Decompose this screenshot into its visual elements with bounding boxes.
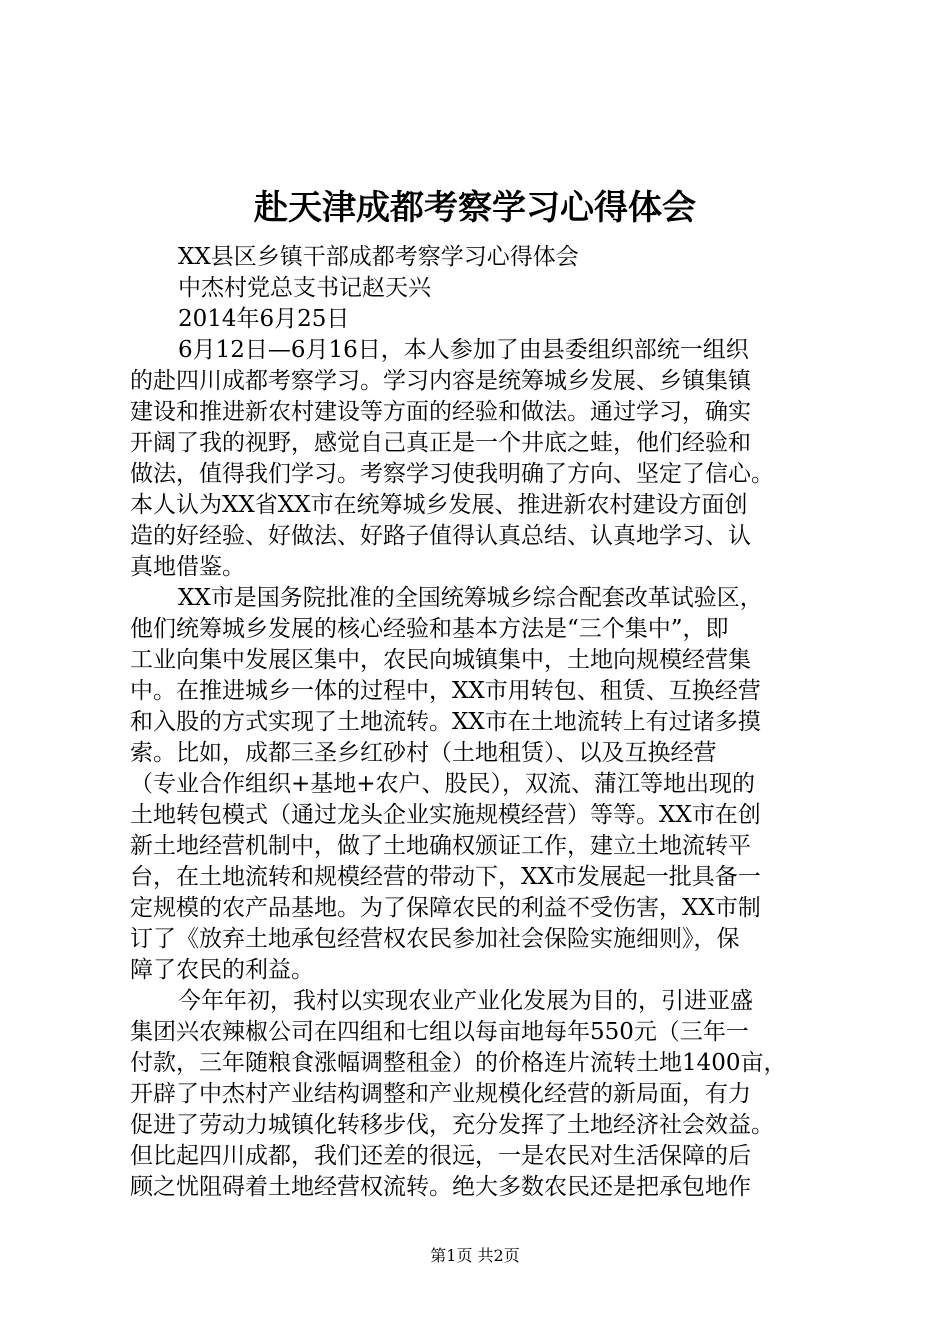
text-line: 付款，三年随粮食涨幅调整租金）的价格连片流转土地1400亩， xyxy=(130,1050,787,1076)
document-title: 赴天津成都考察学习心得体会 xyxy=(254,188,696,228)
text-line: 索。比如，成都三圣乡红砂村（土地租赁）、以及互换经营 xyxy=(130,740,717,766)
text-line: （专业合作组织+基地+农户、股民），双流、蒲江等地出现的 xyxy=(130,771,756,797)
text-line: 顾之忧阻碍着土地经营权流转。绝大多数农民还是把承包地作 xyxy=(130,1174,751,1200)
text-line: 中。在推进城乡一体的过程中，XX市用转包、租赁、互换经营 xyxy=(130,678,761,704)
text-line: 本人认为XX省XX市在统筹城乡发展、推进新农村建设方面创 xyxy=(130,492,748,518)
text-line: 新土地经营机制中，做了土地确权颁证工作，建立土地流转平 xyxy=(130,833,751,859)
text-line: 造的好经验、好做法、好路子值得认真总结、认真地学习、认 xyxy=(130,523,751,549)
text-line: 工业向集中发展区集中，农民向城镇集中，土地向规模经营集 xyxy=(130,647,751,673)
text-line: 土地转包模式（通过龙头企业实施规模经营）等等。XX市在创 xyxy=(130,802,761,828)
text-line: 促进了劳动力城镇化转移步伐，充分发挥了土地经济社会效益。 xyxy=(130,1112,774,1138)
text-line: 做法，值得我们学习。考察学习使我明确了方向、坚定了信心。 xyxy=(130,461,774,487)
text-line: 建设和推进新农村建设等方面的经验和做法。通过学习，确实 xyxy=(130,399,751,425)
text-line: 台，在土地流转和规模经营的带动下，XX市发展起一批具备一 xyxy=(130,864,761,890)
text-line: 开阔了我的视野，感觉自己真正是一个井底之蛙，他们经验和 xyxy=(130,430,751,456)
text-line: 订了《放弃土地承包经营权农民参加社会保险实施细则》，保 xyxy=(130,926,740,952)
text-line: 今年年初，我村以实现农业产业化发展为目的，引进亚盛 xyxy=(178,988,753,1014)
text-line: XX县区乡镇干部成都考察学习心得体会 xyxy=(178,244,579,270)
text-line: 6月12日—6月16日，本人参加了由县委组织部统一组织 xyxy=(178,337,749,363)
text-line: 集团兴农辣椒公司在四组和七组以每亩地每年550元（三年一 xyxy=(130,1019,749,1045)
text-line: XX市是国务院批准的全国统筹城乡综合配套改革试验区， xyxy=(178,585,763,611)
text-line: 他们统筹城乡发展的核心经验和基本方法是“三个集中”，即 xyxy=(130,616,729,642)
text-line: 和入股的方式实现了土地流转。XX市在土地流转上有过诸多摸 xyxy=(130,709,761,735)
text-line: 2014年6月25日 xyxy=(178,306,350,332)
page-footer: 第1页 共2页 xyxy=(430,1246,520,1265)
text-line: 开辟了中杰村产业结构调整和产业规模化经营的新局面，有力 xyxy=(130,1081,751,1107)
text-line: 中杰村党总支书记赵天兴 xyxy=(178,275,431,301)
text-line: 的赴四川成都考察学习。学习内容是统筹城乡发展、乡镇集镇 xyxy=(130,368,751,394)
text-line: 障了农民的利益。 xyxy=(130,957,314,983)
text-line: 定规模的农产品基地。为了保障农民的利益不受伤害，XX市制 xyxy=(130,895,761,921)
document-body xyxy=(130,242,840,1203)
text-line: 但比起四川成都，我们还差的很远，一是农民对生活保障的后 xyxy=(130,1143,751,1169)
text-line: 真地借鉴。 xyxy=(130,554,245,580)
